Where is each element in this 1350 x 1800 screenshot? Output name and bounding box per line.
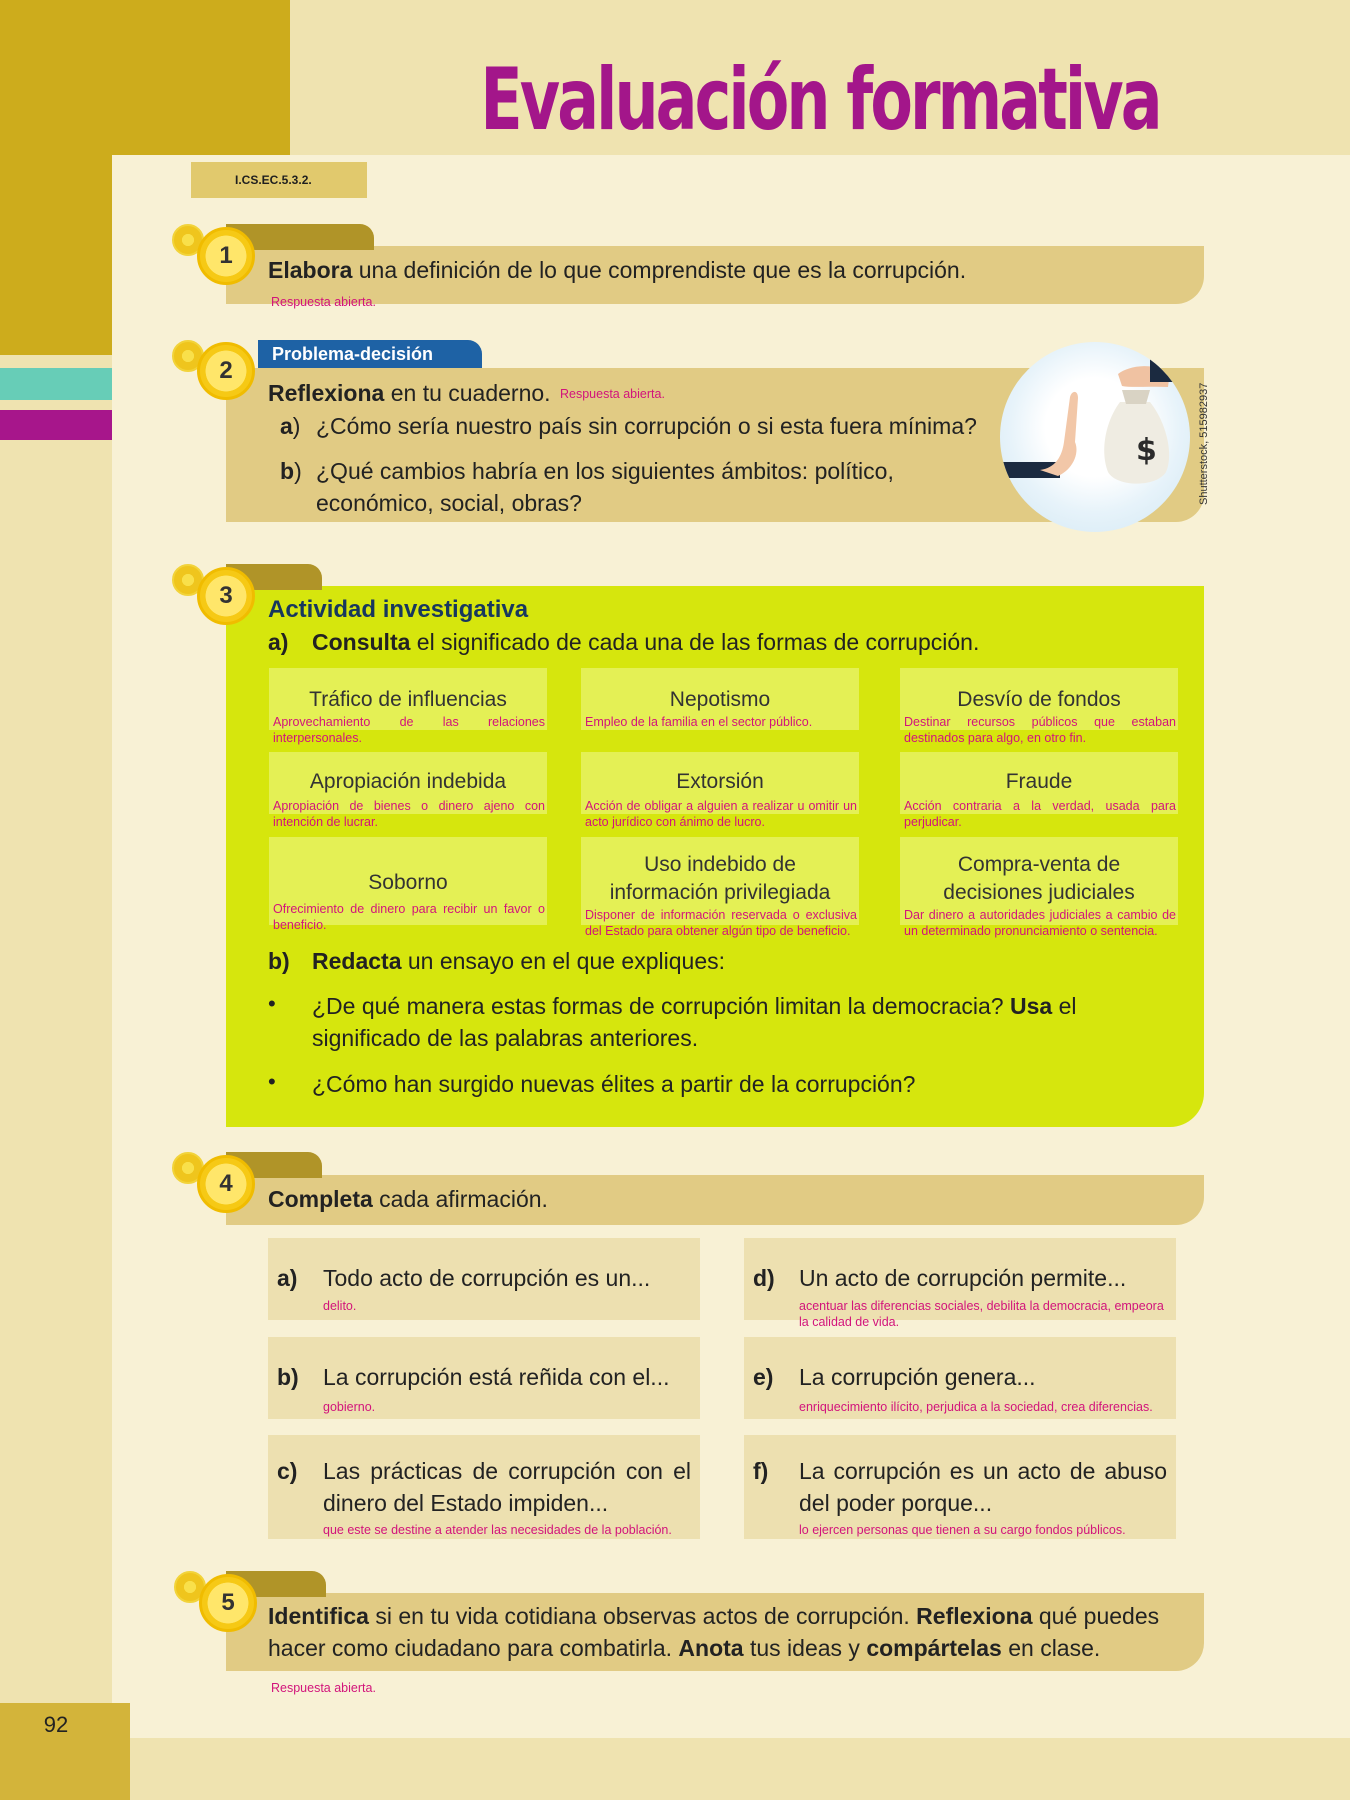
left-column [0,355,112,1800]
cell-title: Compra-venta de decisiones judiciales [943,853,1135,904]
cell-uso-indebido [581,837,859,938]
cell-answer: Acción de obligar a alguien a realizar u omitir un acto jurídico con ánimo de lucro. [585,799,857,829]
activity-3-a-letter: a) [268,629,289,655]
cell-extorsion [581,752,859,829]
svg-text:$: $ [1136,433,1157,468]
cell-nepotismo [581,668,859,730]
activity-2-b-letter: b) [280,458,302,484]
cell-title: Nepotismo [669,688,771,711]
statement-letter: a) [277,1265,298,1291]
bullet-dot: • [268,991,276,1016]
magenta-stripe [0,410,112,440]
activity-3-number: 3 [197,567,255,625]
cell-answer: Aprovechamiento de las relaciones interpersonales. [273,715,545,745]
bottom-band [0,1738,1350,1800]
activity-2-answer: Respuesta abierta. [560,387,665,401]
statement-text: Un acto de corrupción permite... [799,1265,1127,1291]
statement-a [268,1238,700,1320]
activity-5-number: 5 [199,1574,257,1632]
corruption-photo [1000,342,1190,532]
statement-letter: b) [277,1364,299,1390]
cell-title: Extorsión [676,770,764,793]
cell-fraude [900,752,1178,829]
cell-title: Apropiación indebida [309,770,507,793]
activity-2-number: 2 [197,342,255,400]
hand-refusing-money-image [1000,342,1190,532]
activity-2-question-b: ¿Qué cambios habría en los siguientes ámbitos: político, económico, social, obras? [316,458,894,516]
cell-title: Desvío de fondos [957,688,1121,711]
page-number: 92 [43,1712,69,1737]
activity-4-instruction: Completa cada afirmación. [268,1186,548,1212]
activity-3-heading: Actividad investigativa [268,596,529,623]
activity-3-b-letter: b) [268,948,290,974]
cell-desvio [900,668,1178,745]
statement-letter: d) [753,1265,775,1291]
cell-answer: Apropiación de bienes o dinero ajeno con intención de lucrar. [273,799,545,829]
cell-answer: Empleo de la familia en el sector público. [585,715,813,729]
curriculum-code: I.CS.EC.5.3.2. [191,162,367,198]
statement-answer: gobierno. [323,1400,376,1414]
problema-decision-tag: Problema-decisión [258,340,482,368]
statement-letter: f) [753,1458,769,1484]
activity-3-b-text: Redacta un ensayo en el que expliques: [312,948,726,974]
cell-title: Soborno [368,871,448,894]
activity-3-bullet-1: ¿De qué manera estas formas de corrupción limitan la democracia? Usa el significado de las palabras anteriores. [312,993,1077,1051]
teal-stripe [0,368,112,400]
cell-answer: Acción contraria a la verdad, usada para perjudicar. [904,799,1176,829]
page-title: Evaluación formativa [480,50,1160,150]
cell-title: Fraude [1005,770,1073,793]
statement-answer: enriquecimiento ilícito, perjudica a la sociedad, crea diferencias. [799,1400,1153,1414]
statement-d [744,1238,1176,1329]
cell-answer: Dar dinero a autoridades judiciales a cambio de un determinado pronunciamiento o sentencia. [904,908,1176,938]
statement-e [744,1337,1176,1419]
cell-title: Tráfico de influencias [309,688,507,711]
photo-credit: Shutterstock, 515982937 [1198,382,1210,505]
cell-answer: Disponer de información reservada o exclusiva del Estado para obtener algún tipo de beneficio. [585,908,857,938]
statement-text: Todo acto de corrupción es un... [323,1265,651,1291]
activity-2-instruction: Reflexiona en tu cuaderno. [268,380,551,406]
statement-answer: acentuar las diferencias sociales, debilita la democracia, empeora la calidad de vida. [799,1299,1164,1329]
activity-1-number: 1 [197,227,255,285]
cell-compra-venta [900,837,1178,938]
activity-1-answer: Respuesta abierta. [271,295,376,309]
statement-answer: lo ejercen personas que tienen a su cargo fondos públicos. [799,1523,1126,1537]
activity-3-a-text: Consulta el significado de cada una de las formas de corrupción. [312,629,980,655]
activity-4-number: 4 [197,1155,255,1213]
statement-c [268,1435,700,1539]
statement-letter: c) [277,1458,298,1484]
cell-answer: Ofrecimiento de dinero para recibir un favor o beneficio. [273,902,545,932]
activity-2-a-letter: a) [280,413,301,439]
statement-text: La corrupción está reñida con el... [323,1364,670,1390]
activity-3-bullet-2: ¿Cómo han surgido nuevas élites a partir de la corrupción? [312,1071,916,1097]
cell-soborno [269,837,547,932]
cell-title: Uso indebido de información privilegiada [609,853,831,904]
statement-f [744,1435,1176,1539]
statement-letter: e) [753,1364,774,1390]
statement-answer: que este se destine a atender las necesidades de la población. [323,1523,672,1537]
activity-2-question-a: ¿Cómo sería nuestro país sin corrupción o si esta fuera mínima? [316,413,977,439]
statement-answer: delito. [323,1299,357,1313]
statement-text: La corrupción es un acto de abuso del poder porque... [799,1458,1167,1516]
cell-trafico [269,668,547,745]
activity-5-instruction: Identifica si en tu vida cotidiana observas actos de corrupción. Reflexiona qué puedes hacer como ciudadano para combatirla. Anota tus ideas y compártelas en clase. [268,1603,1160,1661]
statement-text: Las prácticas de corrupción con el dinero del Estado impiden... [323,1458,691,1516]
statement-b [268,1337,700,1419]
activity-1-instruction: Elabora una definición de lo que comprendiste que es la corrupción. [268,257,967,283]
cell-apropiacion [269,752,547,829]
activity-5-answer: Respuesta abierta. [271,1681,376,1695]
bullet-dot: • [268,1069,276,1094]
statement-text: La corrupción genera... [799,1364,1036,1390]
cell-answer: Destinar recursos públicos que estaban destinados para algo, en otro fin. [904,715,1176,745]
